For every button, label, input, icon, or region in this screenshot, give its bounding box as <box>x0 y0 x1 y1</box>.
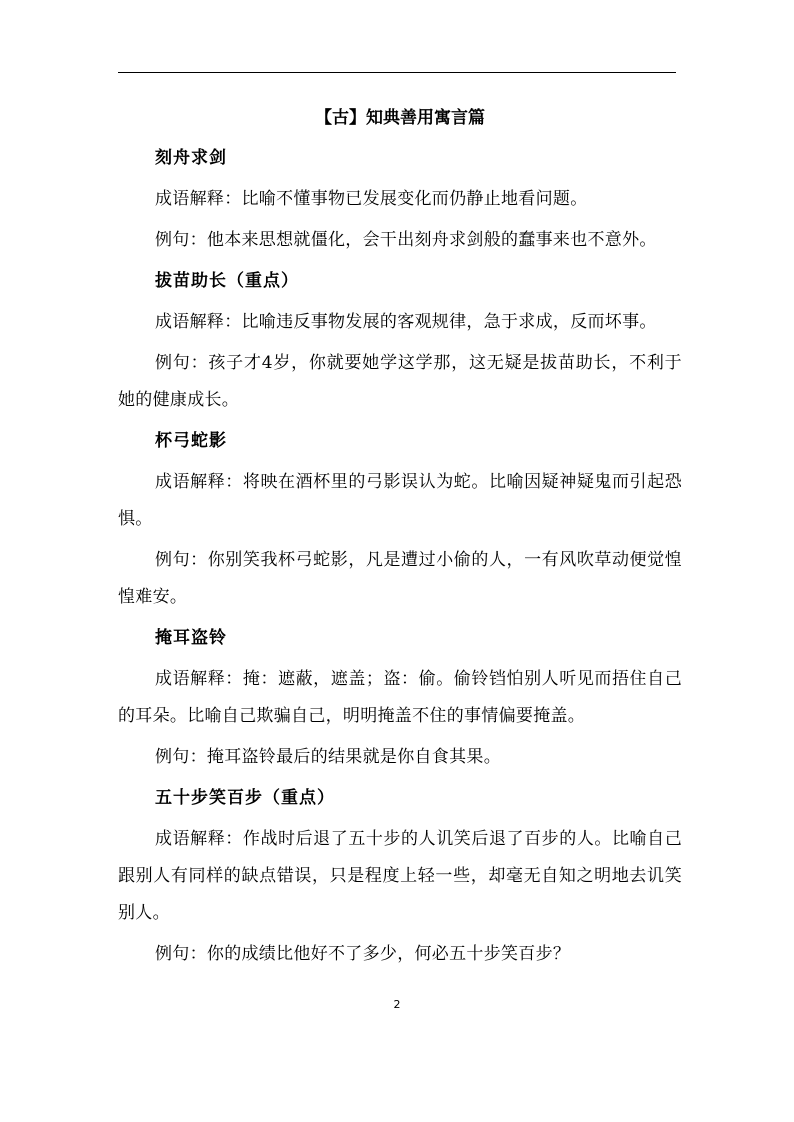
header-rule <box>118 72 676 73</box>
entry-title-kezhouqiujian: 刻舟求剑 <box>155 148 227 168</box>
entry-title-wushibuxiaobaibu: 五十步笑百步（重点） <box>155 788 335 808</box>
entry-example: 例句：你别笑我杯弓蛇影，凡是遭过小偷的人，一有风吹草动便觉惶惶难安。 <box>118 550 682 607</box>
entry-definition: 成语解释：作战时后退了五十步的人讥笑后退了百步的人。比喻自己跟别人有同样的缺点错误，只是程度上轻一些，却毫无自知之明地去讥笑别人。 <box>118 829 682 923</box>
page-title: 【古】知典善用寓言篇 <box>315 108 485 128</box>
entry-example: 例句：掩耳盗铃最后的结果就是你自食其果。 <box>155 747 501 767</box>
entry-definition: 成语解释：比喻不懂事物已发展变化而仍静止地看问题。 <box>155 189 588 209</box>
page-content <box>118 100 682 973</box>
entry-title-bamiaozhuzhang: 拔苗助长（重点） <box>155 271 299 291</box>
entry-definition: 成语解释：将映在酒杯里的弓影误认为蛇。比喻因疑神疑鬼而引起恐惧。 <box>118 472 682 529</box>
entry-example: 例句：你的成绩比他好不了多少，何必五十步笑百步？ <box>155 944 571 964</box>
page-number: 2 <box>393 998 401 1011</box>
entry-definition: 成语解释：掩：遮蔽，遮盖；盗：偷。偷铃铛怕别人听见而捂住自己的耳朵。比喻自己欺骗自己，明明掩盖不住的事情偏要掩盖。 <box>118 669 682 726</box>
entry-title-yanerdaoling: 掩耳盗铃 <box>155 628 227 648</box>
entry-example: 例句：孩子才4岁，你就要她学这学那，这无疑是拔苗助长，不利于她的健康成长。 <box>118 353 682 410</box>
entry-definition: 成语解释：比喻违反事物发展的客观规律，急于求成，反而坏事。 <box>155 312 657 332</box>
entry-example: 例句：他本来思想就僵化，会干出刻舟求剑般的蠢事来也不意外。 <box>155 230 657 250</box>
entry-title-beigongsheying: 杯弓蛇影 <box>155 431 227 451</box>
